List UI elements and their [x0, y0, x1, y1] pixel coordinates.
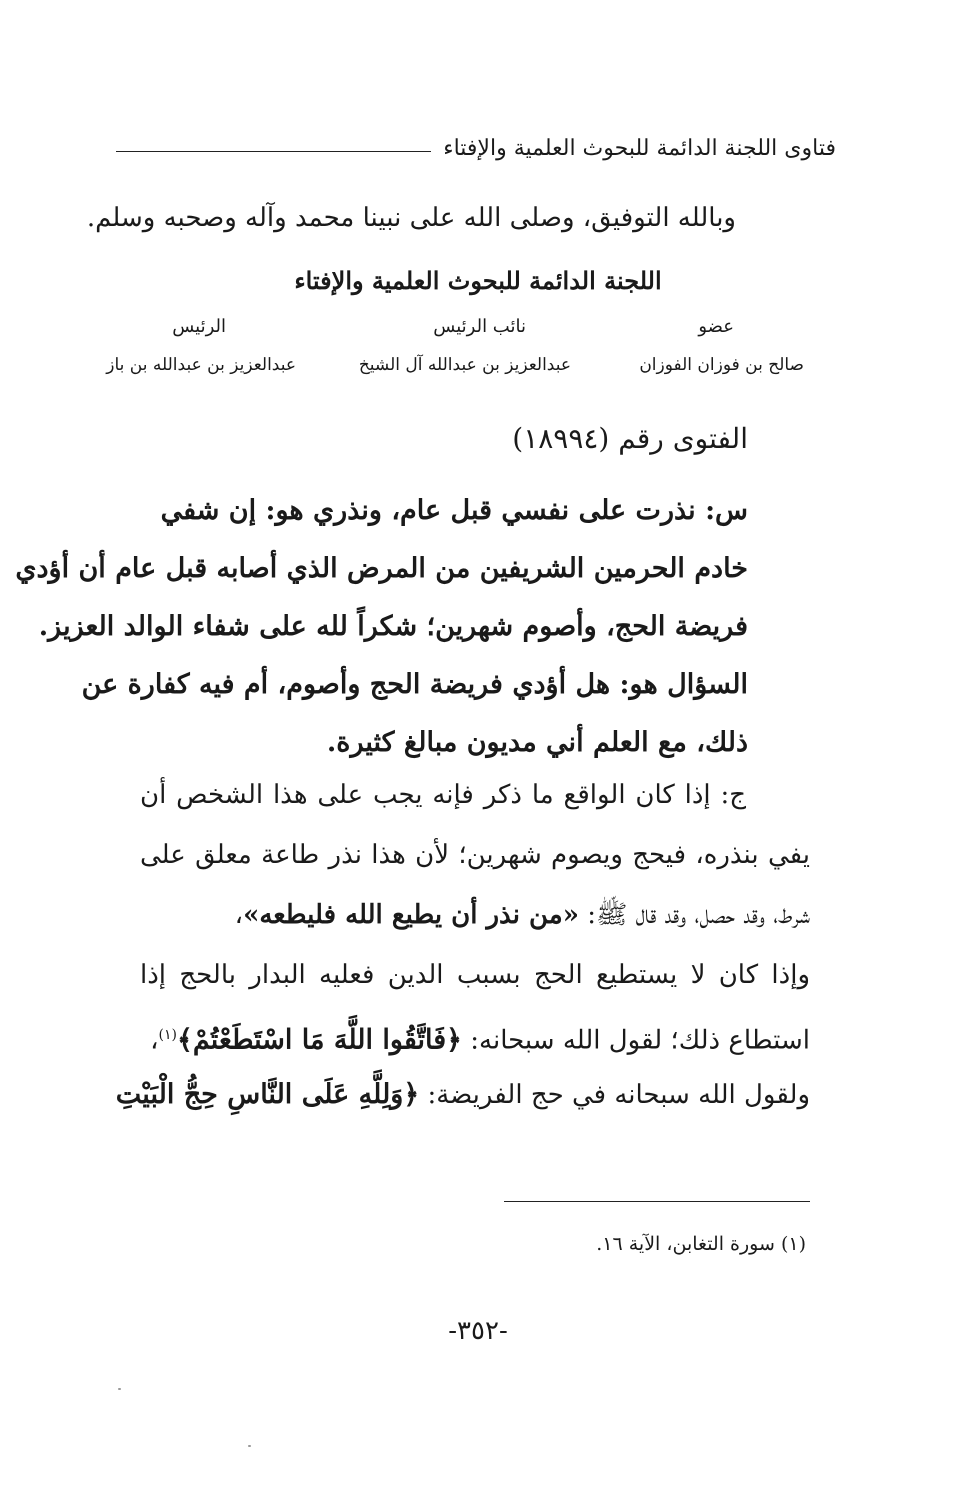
- answer-line: [140, 1005, 810, 1065]
- header-rule: [116, 151, 431, 152]
- footnote-ref: (١): [158, 1027, 178, 1043]
- question-line: ذلك، مع العلم أني مديون مبالغ كثيرة.: [326, 727, 748, 758]
- question-line: السؤال هو: هل أؤدي فريضة الحج وأصوم، أم فيه كفارة عن: [81, 669, 748, 700]
- answer-text: ولقول الله سبحانه في حج الفريضة:: [427, 1080, 810, 1110]
- footnote-rule: [504, 1201, 810, 1202]
- answer-line: وإذا كان لا يستطيع الحج بسبب الدين فعليه البدار بالحج إذا: [140, 960, 810, 990]
- answer-punctuation: ،: [150, 1025, 159, 1056]
- page-number: -٣٥٢-: [448, 1316, 508, 1346]
- quran-verse: ﴿وَلِلَّهِ عَلَى النَّاسِ حِجُّ الْبَيْتِ: [115, 1079, 420, 1110]
- signatory-name-vice-president: عبدالعزيز بن عبدالله آل الشيخ: [358, 355, 571, 375]
- signatory-title-vice-president: نائب الرئيس: [433, 316, 526, 337]
- answer-text: شرط، وقد حصل، وقد قال ﷺ:: [587, 900, 810, 930]
- committee-name: اللجنة الدائمة للبحوث العلمية والإفتاء: [294, 266, 662, 295]
- signatory-name-president: عبدالعزيز بن عبدالله بن باز: [106, 355, 296, 375]
- answer-text: استطاع ذلك؛ لقول الله سبحانه:: [470, 1025, 810, 1056]
- scan-speck: [118, 1388, 121, 1390]
- running-header: [116, 128, 836, 168]
- quran-verse: ﴿فَاتَّقُوا اللَّهَ مَا اسْتَطَعْتُمْ﴾: [177, 1024, 463, 1056]
- answer-line: [115, 1065, 810, 1125]
- scan-speck: [248, 1445, 251, 1447]
- answer-punctuation: ،: [234, 900, 244, 930]
- answer-line: [140, 885, 810, 945]
- signatory-name-member: صالح بن فوزان الفوزان: [639, 355, 804, 375]
- question-line: خادم الحرمين الشريفين من المرض الذي أصابه قبل عام أن أؤدي: [15, 553, 748, 584]
- signatory-title-president: الرئيس: [172, 316, 226, 337]
- answer-line: ج: إذا كان الواقع ما ذكر فإنه يجب على هذا الشخص أن: [140, 780, 746, 810]
- answer-block: [115, 765, 810, 1125]
- signatory-title-member: عضو: [698, 316, 734, 337]
- closing-line: وبالله التوفيق، وصلى الله على نبينا محمد وآله وصحبه وسلم.: [86, 203, 736, 233]
- footnote: (١) سورة التغابن، الآية ١٦.: [596, 1233, 806, 1255]
- running-title: فتاوى اللجنة الدائمة للبحوث العلمية والإفتاء: [443, 135, 836, 161]
- fatwa-number: الفتوى رقم (١٨٩٩٤): [512, 422, 748, 455]
- answer-line: يفي بنذره، فيحج ويصوم شهرين؛ لأن هذا نذر طاعة معلق على: [140, 840, 810, 870]
- question-line: س: نذرت على نفسي قبل عام، ونذري هو: إن شفي: [160, 495, 748, 526]
- question-block: [15, 482, 748, 772]
- question-line: فريضة الحج، وأصوم شهرين؛ شكراً لله على شفاء الوالد العزيز.: [38, 611, 748, 642]
- hadith-quote: «من نذر أن يطيع الله فليطعه»: [243, 900, 579, 930]
